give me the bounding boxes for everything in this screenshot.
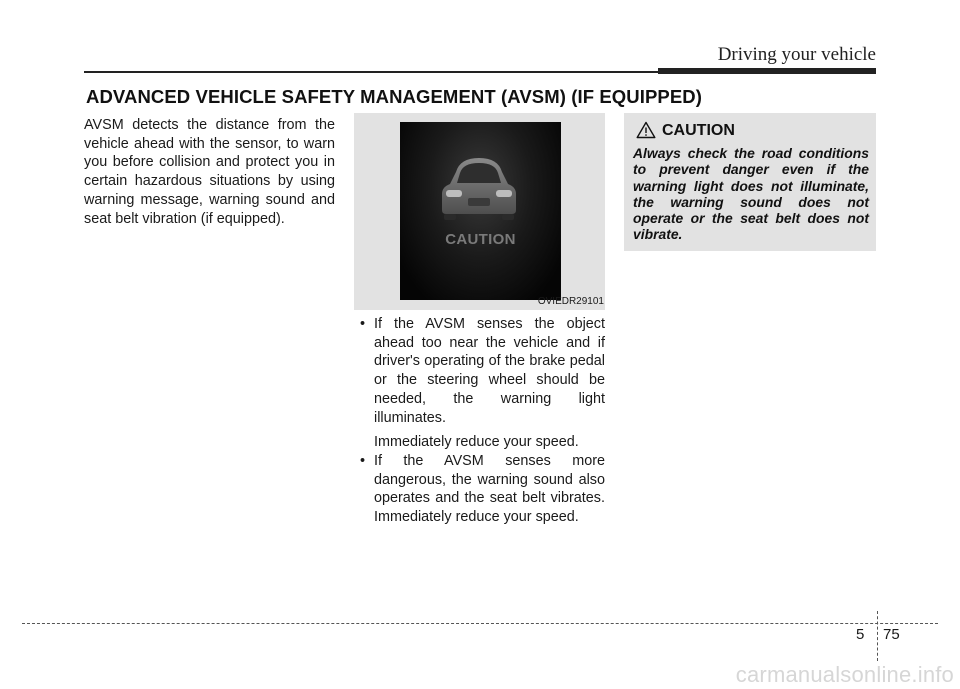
- header-section-title: Driving your vehicle: [717, 44, 876, 65]
- page-number-divider: [877, 611, 878, 661]
- warning-triangle-icon: [636, 121, 656, 139]
- bullet-text: If the AVSM senses more dangerous, the warning sound also operates and the seat belt vibrates. Immediately reduce your speed.: [374, 452, 605, 526]
- bullet-item: [354, 315, 605, 427]
- car-front-icon: [436, 154, 522, 222]
- footer-rule: [22, 623, 938, 624]
- intro-paragraph: AVSM detects the distance from the vehicle ahead with the sensor, to warn you before collision and protect you in certain hazardous situations by using warning message, warning sound and seat belt vibration (if equipped).: [84, 117, 335, 227]
- bullet-item: [354, 452, 605, 527]
- bullet-dot: •: [360, 452, 366, 469]
- chapter-number: 5: [856, 626, 865, 643]
- bullet-text: If the AVSM senses the object ahead too near the vehicle and if driver's operating of the brake pedal or the steering wheel should be needed, the warning light illuminates.: [374, 316, 605, 426]
- bullet-followup: Immediately reduce your speed.: [374, 434, 579, 451]
- page-number: 75: [883, 626, 900, 643]
- section-heading: ADVANCED VEHICLE SAFETY MANAGEMENT (AVSM) (IF EQUIPPED): [86, 86, 703, 107]
- display-caution-text: CAUTION: [445, 231, 516, 248]
- bullet-list: [354, 315, 605, 527]
- caution-title: CAUTION: [662, 122, 735, 139]
- watermark: carmanualsonline.info: [735, 662, 954, 687]
- bullet-dot: •: [360, 316, 366, 332]
- header-rule: [84, 71, 658, 73]
- caution-text: Always check the road conditions to prevent danger even if the warning light does not illuminate, the warning sound does not operate or the seat belt does not vibrate.: [633, 145, 869, 243]
- header-rule-accent: [658, 68, 876, 74]
- figure-code: OVIEDR29101: [537, 296, 604, 307]
